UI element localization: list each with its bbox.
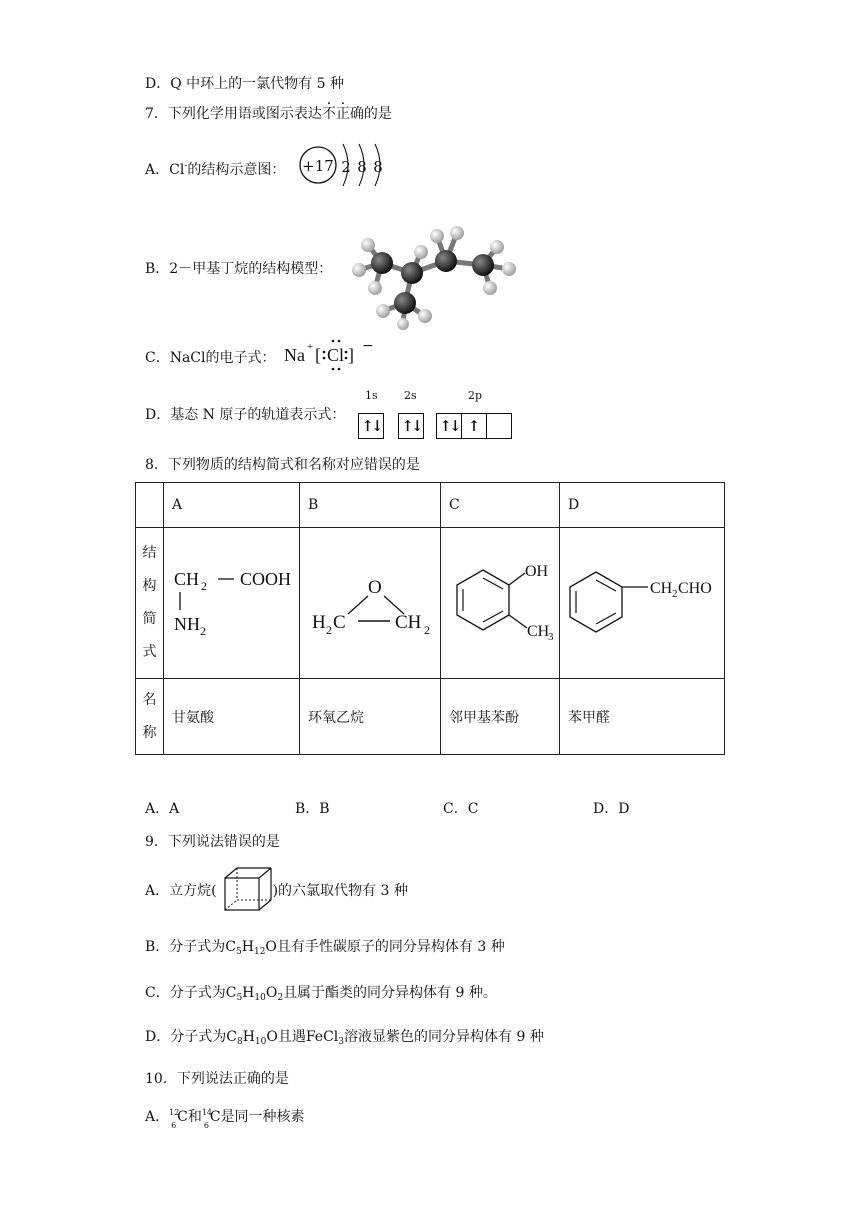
q8-table	[135, 482, 725, 755]
svg-text:COOH: COOH	[240, 569, 292, 589]
svg-text:CHO: CHO	[678, 580, 712, 597]
svg-text:C: C	[333, 612, 346, 633]
q7-stem-pre: 7．下列化学用语或图示表达	[145, 106, 322, 122]
q9-b-pre: B．分子式为	[145, 939, 226, 955]
q9-d-post: 溶液显紫色的同分异构体有 9 种	[344, 1029, 544, 1045]
cl-symbol: Cl	[327, 345, 345, 365]
nitrogen-orbital-diagram	[356, 389, 526, 441]
svg-text:OH: OH	[525, 563, 549, 580]
q10-stem: 10．下列说法正确的是	[145, 1071, 289, 1087]
q9-option-b: B．分子式为$C_5H_{12}O$且有手性碳原子的同分异构体有 3 种	[145, 939, 505, 957]
na-symbol: Na	[284, 345, 305, 365]
q10-a-pre: A．	[145, 1109, 170, 1125]
na-charge: +	[307, 341, 314, 353]
q10-a-mid: 和	[187, 1109, 202, 1125]
q8-option-c: C．C	[443, 801, 479, 817]
svg-text:2: 2	[672, 588, 678, 600]
q9-stem: 9．下列说法错误的是	[145, 834, 280, 850]
q9-b-post: 且有手性碳原子的同分异构体有 3 种	[276, 939, 505, 955]
q9-a-pre: A．立方烷(	[145, 883, 217, 899]
q9-d-pre: D．分子式为	[145, 1029, 227, 1045]
svg-text:2: 2	[424, 623, 430, 637]
q8-option-d: D．D	[593, 801, 630, 817]
q9-c-post: 且属于酯类的同分异构体有 9 种。	[283, 985, 497, 1001]
name-a: 甘氨酸	[164, 679, 300, 755]
q7-a-ion-charge: -	[184, 161, 188, 171]
shell-3-count: 8	[373, 158, 383, 176]
c14-isotope-numbers: 14 6	[201, 1108, 213, 1130]
header-b: B	[300, 483, 441, 528]
svg-text:NH: NH	[174, 614, 200, 634]
name-d: 苯甲醛	[560, 679, 725, 755]
row-label-name: 名 称	[136, 679, 164, 755]
structure-b-ethylene-oxide	[300, 528, 441, 679]
nacl-electron-formula	[282, 338, 356, 376]
header-c: C	[441, 483, 560, 528]
cubane-cube-icon	[221, 864, 275, 914]
orbital-2s-box: ↑↓	[398, 413, 424, 439]
q9-option-c: C．分子式为$C_5H_{10}O_2$且属于酯类的同分异构体有 9 种。	[145, 985, 497, 1003]
shell-1-count: 2	[341, 158, 351, 176]
q9-option-d: D．分子式为$C_8H_{10}O$且遇FeCl$_3$溶液显紫色的同分异构体有 9 种	[145, 1029, 544, 1047]
q6-option-d: D．Q 中环上的一氯代物有 5 种	[145, 76, 344, 92]
orbital-label-1s: 1s	[365, 389, 378, 402]
table-corner	[136, 483, 164, 528]
structure-c-o-cresol	[441, 528, 560, 679]
cl-bracket-charge: −	[362, 338, 374, 354]
methylbutane-ball-and-stick-model	[345, 218, 521, 330]
orbital-label-2s: 2s	[404, 389, 417, 402]
q9-c-pre: C．分子式为	[145, 985, 226, 1001]
name-c: 邻甲基苯酚	[441, 679, 560, 755]
orbital-2p-box-3	[486, 413, 512, 439]
svg-text:CH: CH	[395, 612, 422, 633]
svg-text:CH: CH	[650, 580, 673, 597]
svg-text:2: 2	[201, 579, 207, 593]
header-d: D	[560, 483, 725, 528]
svg-text:CH: CH	[527, 623, 550, 640]
svg-text:3: 3	[548, 631, 554, 643]
q7-option-c: C．NaCl的电子式：	[145, 350, 276, 366]
name-b: 环氧乙烷	[300, 679, 441, 755]
svg-text:CH: CH	[174, 569, 200, 589]
nucleus-charge: +17	[302, 157, 334, 175]
c12-isotope-numbers: 12 6	[169, 1108, 180, 1130]
svg-text:2: 2	[326, 623, 332, 637]
svg-text:H: H	[312, 612, 326, 633]
q7-a-label: A．	[145, 162, 170, 178]
q7-option-b: B．2－甲基丁烷的结构模型：	[145, 261, 333, 277]
orbital-2p-box-2: ↑	[461, 413, 487, 439]
cl-ion-structure-diagram	[298, 140, 390, 192]
q7-a-text: 的结构示意图：	[187, 162, 286, 178]
q7-a-ion: Cl	[169, 162, 185, 178]
q8-option-b: B．B	[295, 801, 330, 817]
q7-stem-emphasis-2: 正	[335, 106, 350, 122]
orbital-1s-box: ↑↓	[358, 413, 384, 439]
structure-a-glycine	[164, 528, 300, 679]
header-a: A	[164, 483, 300, 528]
structure-d-phenylacetaldehyde	[560, 528, 725, 679]
q8-stem: 8．下列物质的结构简式和名称对应错误的是	[145, 457, 420, 473]
svg-text:]: ]	[348, 345, 354, 365]
q9-a-post: )的六氯取代物有 3 种	[272, 883, 408, 899]
q7-stem-emphasis-1: 不	[321, 106, 336, 122]
q7-option-d: D．基态 N 原子的轨道表示式：	[145, 407, 346, 423]
row-label-structure: 结 构 简 式	[136, 528, 164, 679]
orbital-label-2p: 2p	[468, 389, 483, 402]
shell-2-count: 8	[357, 158, 367, 176]
q10-a-post: 是同一种核素	[220, 1109, 305, 1125]
svg-text:[: [	[315, 345, 321, 365]
q7-stem	[145, 104, 392, 124]
q9-d-reagent: FeCl	[305, 1029, 339, 1045]
q9-d-mid: 且遇	[277, 1029, 306, 1045]
q8-option-a: A．A	[145, 801, 180, 817]
q7-stem-post: 确的是	[349, 106, 392, 122]
svg-text:2: 2	[200, 624, 206, 638]
svg-text:O: O	[368, 577, 382, 598]
q7-option-a	[145, 156, 285, 180]
orbital-2p-box-1: ↑↓	[436, 413, 462, 439]
q9-option-a	[145, 881, 408, 901]
q10-option-a: A． 12 6 C和 14 6 C是同一种核素	[145, 1108, 305, 1130]
